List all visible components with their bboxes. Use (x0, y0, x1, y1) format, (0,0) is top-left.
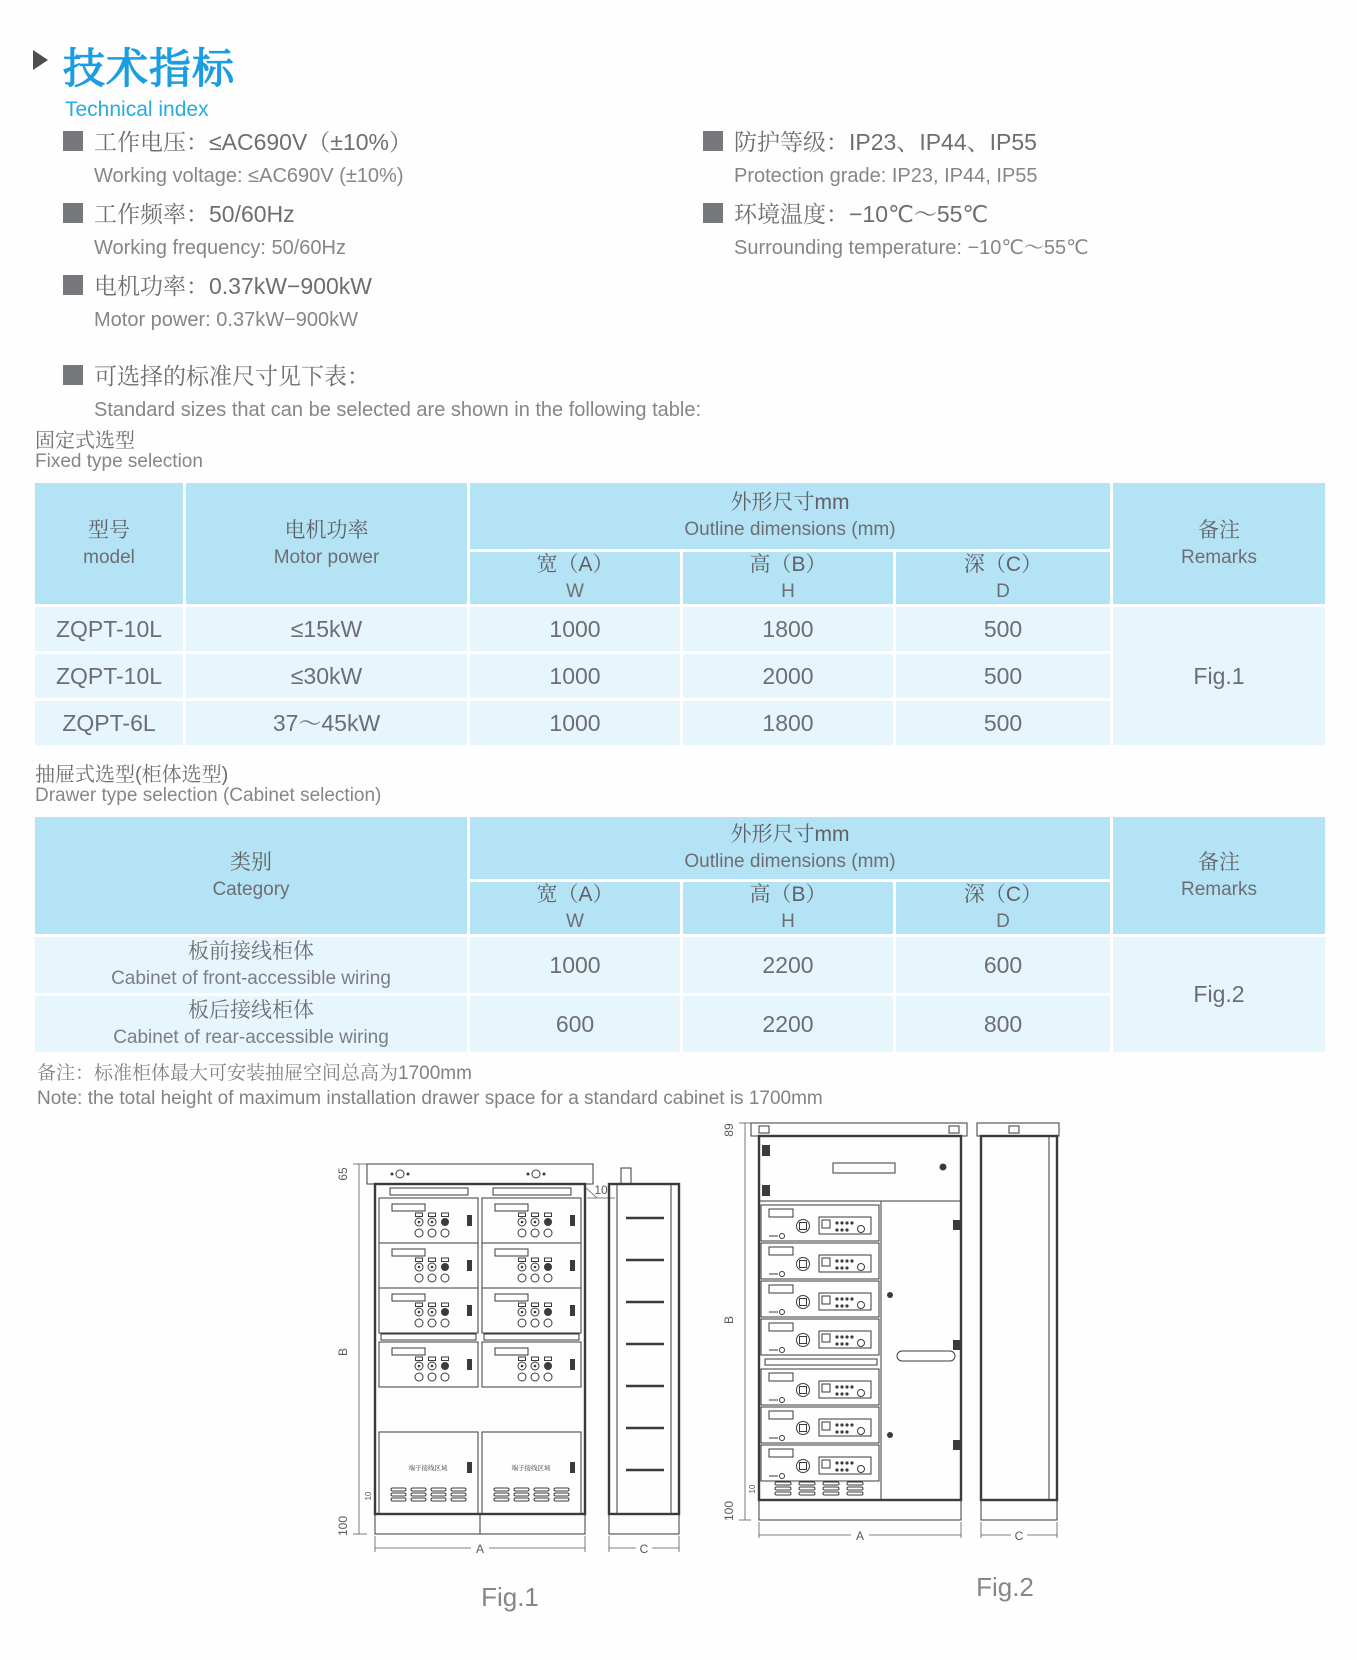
spec-voltage-en: Working voltage: ≤AC690V (±10%) (94, 165, 404, 187)
svg-text:B: B (722, 1315, 736, 1325)
t1-cell-model: ZQPT-6L (35, 701, 183, 745)
t2-cell-w: 600 (470, 996, 680, 1052)
t1-cell-model: ZQPT-10L (35, 654, 183, 698)
fig2-vent-area (775, 1482, 863, 1495)
t2-header-remarks: 备注 Remarks (1113, 817, 1325, 934)
svg-text:A: A (475, 1542, 485, 1556)
table1-caption-zh: 固定式选型 (35, 430, 135, 452)
svg-text:C: C (639, 1542, 649, 1556)
t2-header-height: 高（B） H (683, 882, 893, 934)
t1-cell-d: 500 (896, 654, 1110, 698)
t2-cell-d: 600 (896, 937, 1110, 993)
bullet-square-icon (63, 275, 83, 295)
t2-cell-h: 2200 (683, 996, 893, 1052)
t1-cell-power: ≤15kW (186, 607, 467, 651)
t1-cell-model: ZQPT-10L (35, 607, 183, 651)
t2-cell-w: 1000 (470, 937, 680, 993)
spec-voltage-zh: 工作电压：≤AC690V（±10%） (94, 129, 412, 155)
spec-motor-power-zh: 电机功率：0.37kW−900kW (94, 273, 372, 299)
t1-cell-w: 1000 (470, 654, 680, 698)
t1-header-model: 型号 model (35, 483, 183, 604)
fig1-terminal-area (379, 1432, 581, 1514)
fig1-side-view (609, 1168, 679, 1556)
t1-cell-h: 2000 (683, 654, 893, 698)
fig2-caption: Fig.2 (976, 1572, 1034, 1602)
svg-text:10: 10 (748, 1484, 757, 1494)
spec-motor-power-en: Motor power: 0.37kW−900kW (94, 309, 358, 331)
t1-header-power: 电机功率 Motor power (186, 483, 467, 604)
t1-cell-w: 1000 (470, 701, 680, 745)
bullet-square-icon (703, 203, 723, 223)
fig1-drawing (335, 1140, 690, 1570)
t2-cell-d: 800 (896, 996, 1110, 1052)
spec-column-right (703, 122, 1343, 266)
t1-cell-remark: Fig.1 (1113, 607, 1325, 745)
t1-cell-power: 37～45kW (186, 701, 467, 745)
table-intro-zh: 可选择的标准尺寸见下表： (94, 363, 370, 389)
fig2-door (887, 1220, 960, 1450)
svg-text:100: 100 (336, 1515, 350, 1537)
svg-text:89: 89 (722, 1123, 736, 1137)
fixed-type-table (35, 483, 1325, 745)
page-header (33, 36, 235, 122)
spec-protection-zh: 防护等级：IP23、IP44、IP55 (734, 129, 1037, 155)
spec-temperature-zh: 环境温度：−10℃～55℃ (734, 201, 989, 227)
t1-cell-h: 1800 (683, 701, 893, 745)
t1-cell-h: 1800 (683, 607, 893, 651)
fig1-caption: Fig.1 (481, 1582, 539, 1612)
t1-cell-d: 500 (896, 701, 1110, 745)
spec-item-frequency (63, 194, 703, 266)
t1-cell-d: 500 (896, 607, 1110, 651)
t1-header-remarks: 备注 Remarks (1113, 483, 1325, 604)
bullet-square-icon (703, 131, 723, 151)
drawer-type-table (35, 817, 1325, 1052)
page-title-zh: 技术指标 (63, 45, 236, 92)
fig2-side-view (977, 1123, 1059, 1543)
t1-cell-w: 1000 (470, 607, 680, 651)
t2-header-category: 类别 Category (35, 817, 467, 934)
t1-header-height: 高（B） H (683, 552, 893, 604)
spec-frequency-en: Working frequency: 50/60Hz (94, 237, 346, 259)
svg-text:端子接线区域: 端子接线区域 (511, 1465, 551, 1472)
t2-cell-remark: Fig.2 (1113, 937, 1325, 1052)
spec-protection-en: Protection grade: IP23, IP44, IP55 (734, 165, 1038, 187)
table1-caption-en: Fixed type selection (35, 451, 203, 472)
spec-item-table-intro (63, 356, 703, 428)
section-arrow-icon (33, 50, 48, 70)
svg-text:端子接线区域: 端子接线区域 (408, 1465, 448, 1472)
fig1-front-view (367, 1164, 593, 1534)
spec-item-temperature (703, 194, 1343, 266)
table-intro-en: Standard sizes that can be selected are shown in the following table: (94, 399, 702, 421)
t2-cell-h: 2200 (683, 937, 893, 993)
t2-header-width: 宽（A） W (470, 882, 680, 934)
page-title-en: Technical index (65, 98, 209, 121)
svg-text:10: 10 (594, 1183, 608, 1197)
svg-text:A: A (855, 1529, 865, 1543)
spec-item-protection (703, 122, 1343, 194)
table-note-zh: 备注：标准柜体最大可安装抽屉空间总高为1700mm (37, 1063, 472, 1084)
svg-text:B: B (336, 1347, 350, 1357)
svg-text:65: 65 (336, 1167, 350, 1181)
table2-caption-zh: 抽屉式选型(柜体选型) (35, 764, 229, 786)
bullet-square-icon (63, 131, 83, 151)
spec-item-voltage (63, 122, 703, 194)
table2-caption-en: Drawer type selection (Cabinet selection) (35, 785, 382, 806)
t1-cell-power: ≤30kW (186, 654, 467, 698)
bullet-square-icon (63, 365, 83, 385)
fig2-drawing (715, 1105, 1065, 1565)
t1-header-depth: 深（C） D (896, 552, 1110, 604)
t1-header-width: 宽（A） W (470, 552, 680, 604)
svg-text:100: 100 (722, 1500, 736, 1522)
svg-text:10: 10 (364, 1491, 373, 1501)
t2-header-depth: 深（C） D (896, 882, 1110, 934)
t1-header-dims: 外形尺寸mm Outline dimensions (mm) (470, 483, 1110, 549)
fig2-front-view (751, 1123, 967, 1520)
spec-item-motor-power (63, 266, 703, 338)
t2-cell-category: 板前接线柜体 Cabinet of front-accessible wiring (35, 937, 467, 993)
table-note-en: Note: the total height of maximum installation drawer space for a standard cabinet is 1700mm (37, 1088, 823, 1109)
spec-column-left (63, 122, 703, 428)
t2-cell-category: 板后接线柜体 Cabinet of rear-accessible wiring (35, 996, 467, 1052)
t2-header-dims: 外形尺寸mm Outline dimensions (mm) (470, 817, 1110, 879)
svg-text:C: C (1014, 1529, 1024, 1543)
spec-temperature-en: Surrounding temperature: −10℃～55℃ (734, 237, 1089, 259)
spec-frequency-zh: 工作频率：50/60Hz (94, 201, 295, 227)
bullet-square-icon (63, 203, 83, 223)
